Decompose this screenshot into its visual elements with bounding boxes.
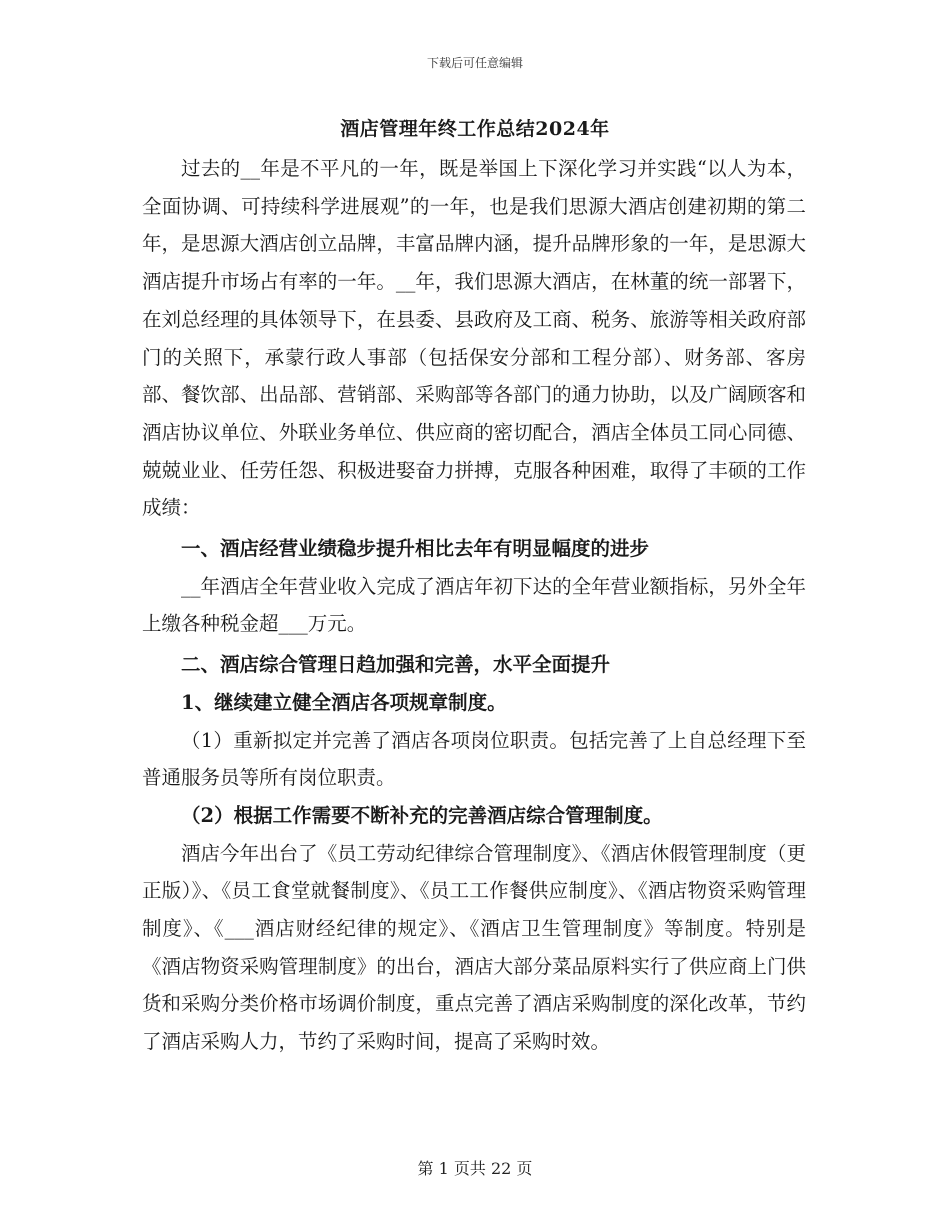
body-paragraph-duties: （1）重新拟定并完善了酒店各项岗位职责。包括完善了上自总经理下至普通服务员等所有岗位职责。 — [142, 728, 806, 790]
page-header: 下载后可任意编辑 — [426, 56, 523, 70]
subsection-heading-2: （2）根据工作需要不断补充的完善酒店综合管理制度。 — [181, 803, 663, 827]
document-body — [142, 150, 806, 1061]
body-paragraph-intro: 过去的__年是不平凡的一年，既是举国上下深化学习并实践“以人为本，全面协调、可持续科学进展观”的一年，也是我们思源大酒店创建初期的第二年，是思源大酒店创立品牌，丰富品牌内涵，提升品牌形象的一年，是思源大酒店提升市场占有率的一年。__年，我们思源大酒店，在林董的统一部署下，在刘总经理的具体领导下，在县委、县政府及工商、税务、旅游等相关政府部门的关照下，承蒙行政人事部（包括保安分部和工程分部）、财务部、客房部、餐饮部、出品部、营销部、采购部等各部门的通力协助，以及广阔顾客和酒店协议单位、外联业务单位、供应商的密切配合，酒店全体员工同心同德、兢兢业业、任劳任怨、积极进娶奋力拼搏，克服各种困难，取得了丰硕的工作成绩： — [142, 157, 806, 520]
page-footer: 第 1 页共 22 页 — [417, 1159, 533, 1178]
section-heading-2: 二、酒店综合管理日趋加强和完善，水平全面提升 — [181, 653, 611, 677]
document-title: 酒店管理年终工作总结2024年 — [340, 118, 610, 140]
subsection-heading-1: 1、继续建立健全酒店各项规章制度。 — [181, 690, 507, 714]
body-paragraph-revenue: __年酒店全年营业收入完成了酒店年初下达的全年营业额指标，另外全年上缴各种税金超___万元。 — [142, 574, 806, 636]
body-paragraph-rules: 酒店今年出台了《员工劳动纪律综合管理制度》、《酒店休假管理制度（更正版）》、《员工食堂就餐制度》、《员工工作餐供应制度》、《酒店物资采购管理制度》、《___酒店财经纪律的规定》、《酒店卫生管理制度》等制度。特别是《酒店物资采购管理制度》的出台，酒店大部分菜品原料实行了供应商上门供货和采购分类价格市场调价制度，重点完善了酒店采购制度的深化改革，节约了酒店采购人力，节约了采购时间，提高了采购时效。 — [142, 841, 806, 1054]
section-heading-1: 一、酒店经营业绩稳步提升相比去年有明显幅度的进步 — [181, 537, 650, 561]
